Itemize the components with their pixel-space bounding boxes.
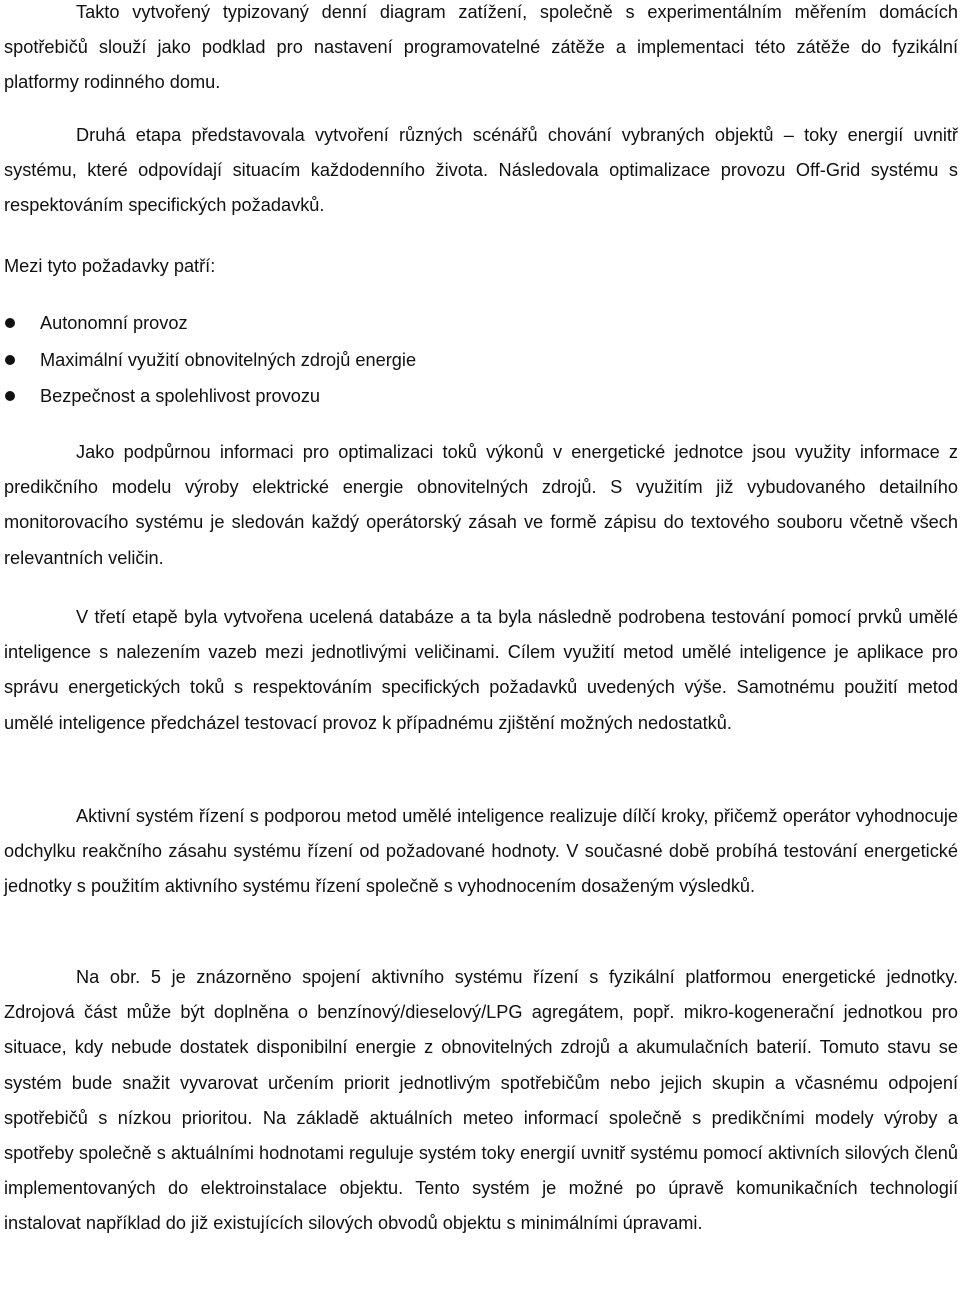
paragraph-requirements-intro: Mezi tyto požadavky patří: <box>4 256 216 276</box>
paragraph-load-diagram: Takto vytvořený typizovaný denní diagram zatížení, společně s experimentálním měřením domácích spotřebičů slouží jako podklad pro nastavení programovatelné zátěže a implementaci této zátěže do fyzikální platformy rodinného domu. <box>4 2 958 93</box>
list-item <box>4 378 958 415</box>
bullet-icon <box>5 391 15 401</box>
bullet-icon <box>5 355 15 365</box>
requirements-list <box>4 305 958 415</box>
list-item <box>4 305 958 342</box>
paragraph-supporting-information: Jako podpůrnou informaci pro optimalizaci toků výkonů v energetické jednotce jsou využity informace z predikčního modelu výroby elektrické energie obnovitelných zdrojů. S využitím již vybudovaného detailního monitorovacího systému je sledován každý operátorský zásah ve formě zápisu do textového souboru včetně všech relevantních veličin. <box>4 442 958 568</box>
paragraph-active-control: Aktivní systém řízení s podporou metod umělé inteligence realizuje dílčí kroky, přičemž operátor vyhodnocuje odchylku reakčního zásahu systému řízení od požadované hodnoty. V současné době probíhá testování energetické jednotky s použitím aktivního systému řízení společně s vyhodnocením dosaženým výsledků. <box>4 806 958 897</box>
paragraph-second-stage: Druhá etapa představovala vytvoření různých scénářů chování vybraných objektů – toky energií uvnitř systému, které odpovídají situacím každodenního života. Následovala optimalizace provozu Off-Grid systému s respektováním specifických požadavků. <box>4 125 958 216</box>
list-item-label: Maximální využití obnovitelných zdrojů energie <box>40 349 417 370</box>
bullet-icon <box>5 318 15 328</box>
paragraph-figure-5-description: Na obr. 5 je znázorněno spojení aktivního systému řízení s fyzikální platformou energetické jednotky. Zdrojová část může být doplněna o benzínový/dieselový/LPG agregátem, popř. mikro-kogenerační jednotkou pro situace, kdy nebude dostatek disponibilní energie z obnovitelných zdrojů a akumulačních baterií. Tomuto stavu se systém bude snažit vyvarovat určením priorit jednotlivým spotřebičům nebo jejich skupin a včasnému odpojení spotřebičů s nízkou prioritou. Na základě aktuálních meteo informací společně s predikčními modely výroby a spotřeby společně s aktuálními hodnotami reguluje systém toky energií uvnitř systému pomocí aktivních silových členů implementovaných do elektroinstalace objektu. Tento systém je možné po úpravě komunikačních technologií instalovat například do již existujících silových obvodů objektu s minimálními úpravami. <box>4 967 958 1234</box>
paragraph-third-stage: V třetí etapě byla vytvořena ucelená databáze a ta byla následně podrobena testování pomocí prvků umělé inteligence s nalezením vazeb mezi jednotlivými veličinami. Cílem využití metod umělé inteligence je aplikace pro správu energetických toků s respektováním specifických požadavků uvedených výše. Samotnému použití metod umělé inteligence předcházel testovací provoz k případnému zjištění možných nedostatků. <box>4 607 958 733</box>
list-item-label: Autonomní provoz <box>40 313 188 333</box>
list-item-label: Bezpečnost a spolehlivost provozu <box>40 386 321 406</box>
list-item <box>4 342 958 379</box>
